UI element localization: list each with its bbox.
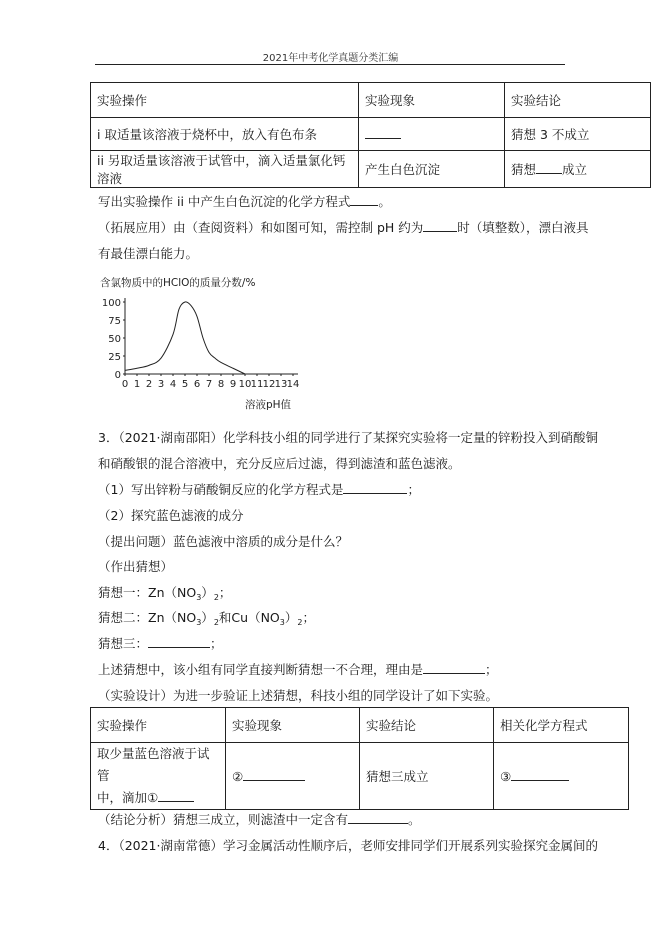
table-cell-phenomenon: 产生白色沉淀 — [359, 151, 505, 188]
extension-line-2: 有最佳漂白能力。 — [98, 246, 199, 261]
answer-blank[interactable] — [423, 219, 457, 232]
x-tick-label: 2 — [145, 379, 153, 390]
q3-hypothesis-heading: （作出猜想） — [98, 559, 174, 574]
x-tick-label: 8 — [217, 379, 225, 390]
y-tick-label: 100 — [101, 298, 121, 309]
table-header-row — [91, 708, 629, 743]
q3-reason-end: ； — [485, 662, 498, 677]
y-tick-label: 0 — [114, 370, 121, 381]
x-tick-label: 0 — [121, 379, 129, 390]
chart-title: 含氯物质中的HClO的质量分数/% — [100, 277, 256, 289]
hypothesis-label: 猜想一： — [98, 585, 149, 600]
blank-marker: ③ — [500, 769, 512, 784]
question-write-equation — [98, 192, 391, 210]
x-tick-label: 6 — [193, 379, 201, 390]
x-tick-label: 14 — [286, 379, 300, 390]
experiment-table-1 — [90, 82, 651, 188]
x-tick-label: 11 — [250, 379, 264, 390]
x-tick-label: 3 — [157, 379, 165, 390]
x-tick-label: 4 — [169, 379, 177, 390]
answer-blank[interactable] — [350, 193, 378, 206]
table-cell-operation: ii 另取适量该溶液于试管中，滴入适量氯化钙溶液 — [91, 151, 359, 188]
formula: Cu（NO — [231, 610, 280, 625]
extension-text-end: 时（填整数），漂白液具 — [457, 220, 589, 235]
y-tick-label: 25 — [108, 352, 121, 363]
conclusion-prefix: 猜想 — [511, 162, 537, 177]
hypothesis-end: ； — [302, 610, 315, 625]
hypothesis-end: ； — [210, 636, 223, 651]
table-header-cell: 实验现象 — [226, 708, 360, 743]
q3-analysis-end: 。 — [408, 812, 421, 827]
q4-intro-line-1: 4．（2021·湖南常德）学习金属活动性顺序后，老师安排同学们开展系列实验探究金属间的 — [98, 838, 598, 853]
formula: ） — [201, 585, 214, 600]
hypothesis-label: 猜想二： — [98, 610, 149, 625]
formula: ） — [284, 610, 298, 625]
q3-intro-line-1: 3．（2021·湖南邵阳）化学科技小组的同学进行了某探究实验将一定量的锌粉投入到硝酸铜 — [98, 430, 598, 445]
table-cell-conclusion: 猜想 3 不成立 — [505, 118, 651, 151]
table-header-row — [91, 83, 651, 118]
x-tick-label: 10 — [238, 379, 252, 390]
extension-line-1 — [98, 218, 589, 236]
formula-subscript: 3 — [279, 618, 285, 627]
hypothesis-label: 猜想三： — [98, 636, 149, 651]
x-tick-label: 5 — [181, 379, 189, 390]
table-header-cell: 实验现象 — [359, 83, 505, 118]
formula-subscript: 2 — [297, 618, 303, 627]
q3-analysis-text: （结论分析）猜想三成立，则滤渣中一定含有 — [98, 812, 349, 827]
table-header-cell: 实验操作 — [91, 83, 359, 118]
y-tick-label: 75 — [108, 316, 121, 327]
y-tick-label: 50 — [108, 334, 121, 345]
q3-intro-line-2: 和硝酸银的混合溶液中，充分反应后过滤，得到滤渣和蓝色滤液。 — [98, 456, 461, 471]
table-cell-phenomenon — [226, 743, 360, 810]
conjunction: 和 — [218, 610, 232, 625]
q3-hypothesis-1 — [98, 583, 231, 601]
answer-blank[interactable] — [423, 661, 485, 674]
answer-blank[interactable] — [536, 161, 562, 174]
x-tick-label: 1 — [133, 379, 141, 390]
table-row — [91, 151, 651, 188]
chart-x-label: 溶液pH值 — [244, 399, 292, 411]
extension-text: （拓展应用）由（查阅资料）和如图可知，需控制 pH 约为 — [98, 220, 424, 235]
table-header-cell: 实验结论 — [360, 708, 494, 743]
table-cell-equation — [494, 743, 629, 810]
q3-reason — [98, 660, 498, 678]
table-cell-conclusion: 猜想三成立 — [360, 743, 494, 810]
formula-subscript: 2 — [213, 618, 219, 627]
q3-question: （提出问题）蓝色滤液中溶质的成分是什么？ — [98, 534, 349, 549]
table-cell-operation: i 取适量该溶液于烧杯中，放入有色布条 — [91, 118, 359, 151]
question-text: 写出实验操作 ii 中产生白色沉淀的化学方程式 — [98, 194, 351, 209]
conclusion-suffix: 成立 — [562, 162, 588, 177]
answer-blank[interactable] — [365, 126, 401, 139]
q3-hypothesis-2 — [98, 608, 315, 626]
answer-blank[interactable] — [243, 768, 305, 781]
formula: Zn（NO — [148, 585, 197, 600]
operation-line-2 — [97, 787, 219, 809]
answer-blank[interactable] — [158, 789, 194, 802]
chart-series-line — [125, 302, 245, 374]
formula: ） — [201, 610, 214, 625]
formula-subscript: 3 — [196, 618, 202, 627]
q3-hypothesis-3 — [98, 634, 223, 652]
table-cell-operation — [91, 743, 226, 810]
table-cell-conclusion — [505, 151, 651, 188]
table-header-cell: 实验结论 — [505, 83, 651, 118]
x-tick-label: 12 — [262, 379, 276, 390]
table-row — [91, 118, 651, 151]
answer-blank[interactable] — [343, 481, 407, 494]
answer-blank[interactable] — [148, 635, 210, 648]
q3-part-1-end: ； — [407, 482, 420, 497]
operation-text: 中，滴加① — [97, 790, 159, 805]
table-header-cell: 相关化学方程式 — [494, 708, 629, 743]
formula-subscript: 2 — [213, 593, 219, 602]
q3-reason-text: 上述猜想中，该小组有同学直接判断猜想一不合理，理由是 — [98, 662, 424, 677]
header-divider — [95, 64, 565, 65]
table-header-cell: 实验操作 — [91, 708, 226, 743]
experiment-table-2 — [90, 707, 629, 810]
hypothesis-end: ； — [218, 585, 232, 600]
formula: Zn（NO — [148, 610, 197, 625]
chart-svg — [98, 274, 313, 414]
x-tick-label: 13 — [274, 379, 288, 390]
formula-subscript: 3 — [196, 593, 202, 602]
blank-marker: ② — [232, 769, 244, 784]
page-header-title: 2021年中考化学真题分类汇编 — [262, 53, 399, 64]
q3-part-2: （2）探究蓝色滤液的成分 — [98, 508, 244, 523]
answer-blank[interactable] — [348, 811, 408, 824]
question-text-end: 。 — [378, 194, 391, 209]
q3-analysis — [98, 810, 421, 828]
hclo-ph-chart — [98, 274, 313, 414]
q3-part-1-text: （1）写出锌粉与硝酸铜反应的化学方程式是 — [98, 482, 344, 497]
q3-design: （实验设计）为进一步验证上述猜想，科技小组的同学设计了如下实验。 — [98, 688, 499, 703]
operation-line-1: 取少量蓝色溶液于试管 — [97, 746, 210, 783]
answer-blank[interactable] — [511, 768, 569, 781]
x-tick-label: 7 — [205, 379, 213, 390]
table-row — [91, 743, 629, 810]
x-tick-label: 9 — [229, 379, 237, 390]
table-cell-phenomenon — [359, 118, 505, 151]
q3-part-1 — [98, 480, 420, 498]
